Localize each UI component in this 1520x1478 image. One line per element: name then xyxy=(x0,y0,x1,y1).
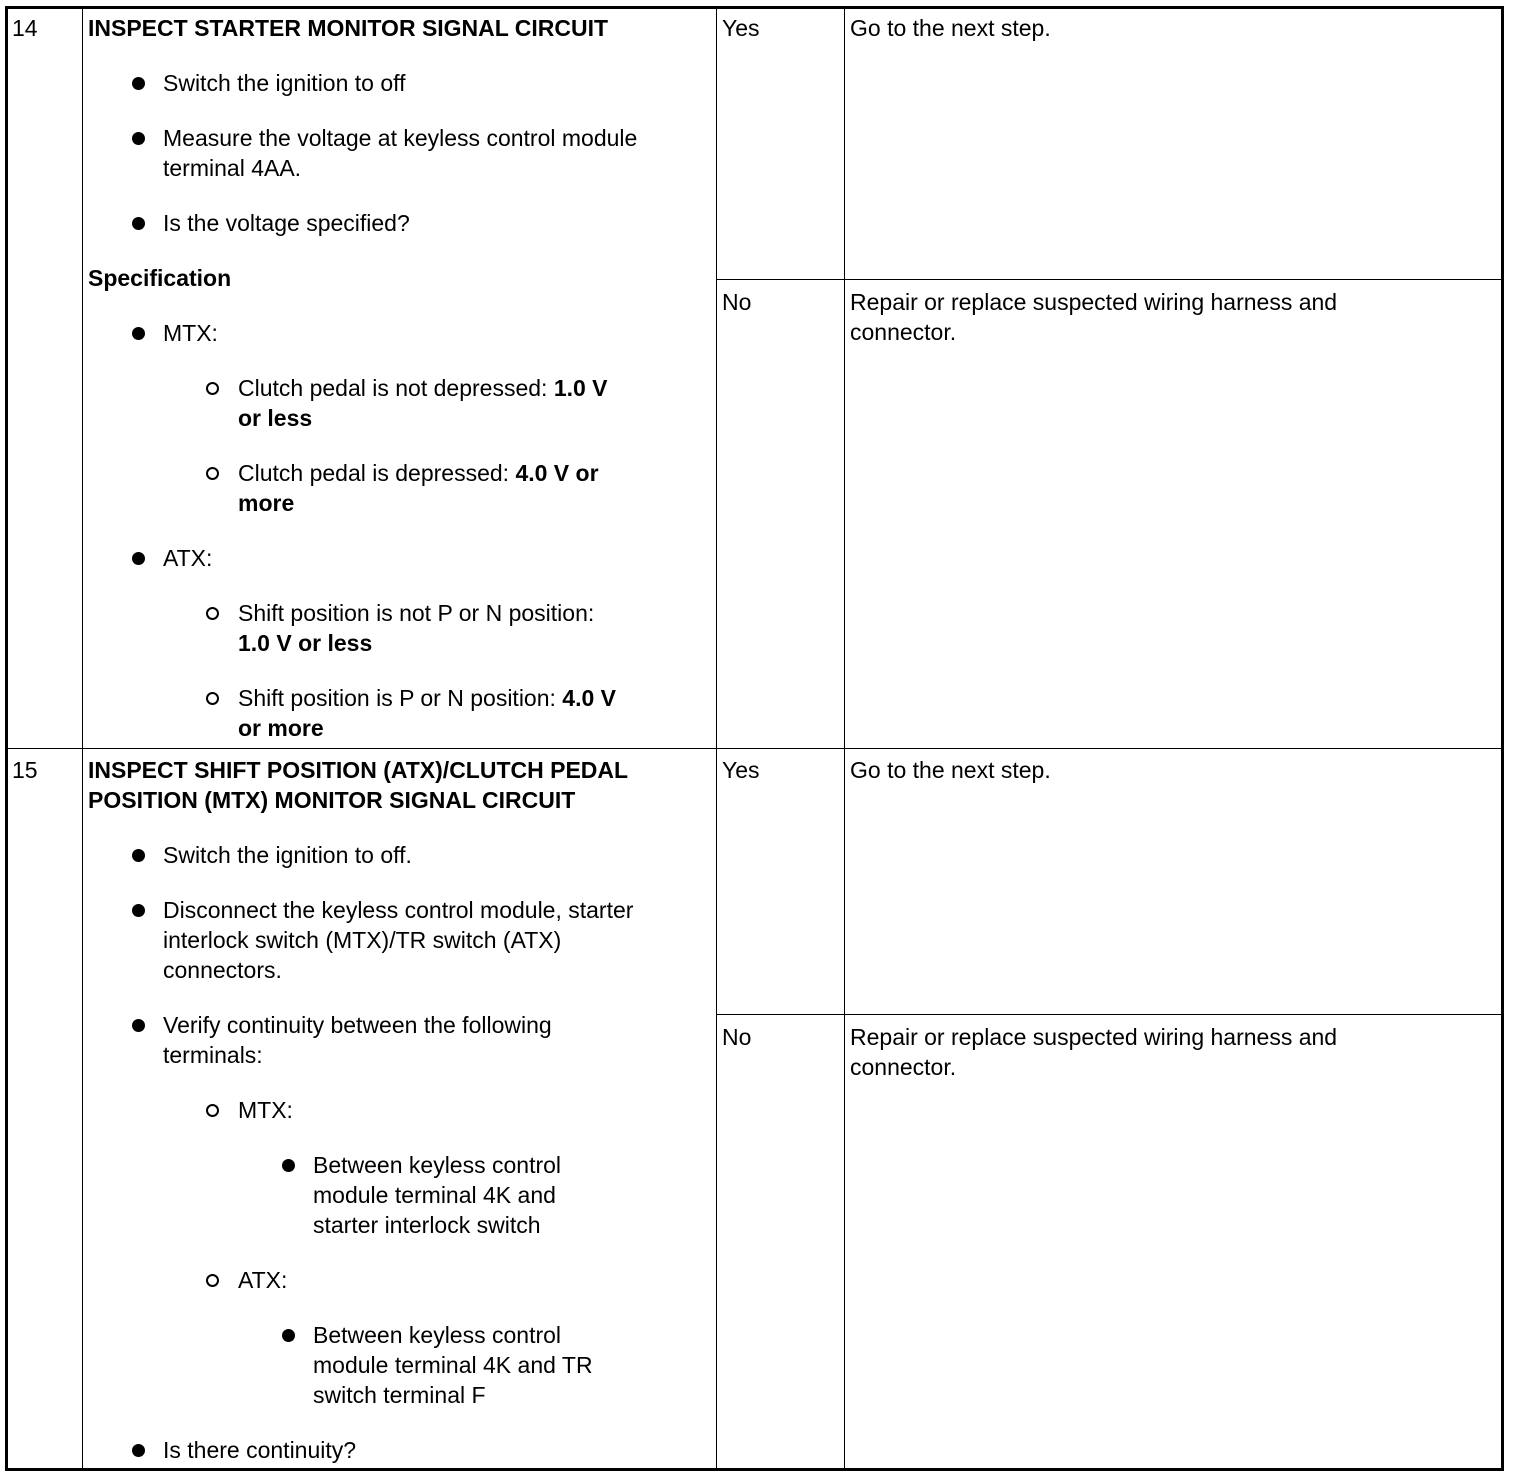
column-divider xyxy=(844,8,845,1469)
continuity-item: switch terminal F xyxy=(313,1382,486,1408)
row-divider xyxy=(8,748,1502,749)
spec-category: MTX: xyxy=(163,320,218,346)
result-yes-action: Go to the next step. xyxy=(850,15,1051,41)
bullet-icon xyxy=(132,77,145,90)
instruction-item: Disconnect the keyless control module, starter xyxy=(163,897,634,923)
spec-item: Shift position is P or N position: 4.0 V xyxy=(238,685,617,711)
spec-category: ATX: xyxy=(238,1267,288,1293)
bullet-icon xyxy=(132,132,145,145)
result-divider xyxy=(716,279,1502,280)
instruction-item: Verify continuity between the following xyxy=(163,1012,552,1038)
instruction-item: Is there continuity? xyxy=(163,1437,357,1463)
continuity-item: Between keyless control xyxy=(313,1322,562,1348)
spec-value: 1.0 V or less xyxy=(238,630,373,656)
continuity-item: module terminal 4K and xyxy=(313,1182,556,1208)
instruction-item: terminals: xyxy=(163,1042,263,1068)
continuity-item: module terminal 4K and TR xyxy=(313,1352,593,1378)
result-yes-label: Yes xyxy=(722,15,760,41)
bullet-icon xyxy=(282,1159,295,1172)
spec-value: or more xyxy=(238,715,324,741)
instruction-item: Is the voltage specified? xyxy=(163,210,410,236)
instruction-item: interlock switch (MTX)/TR switch (ATX) xyxy=(163,927,562,953)
result-no-label: No xyxy=(722,1024,752,1050)
bullet-icon xyxy=(132,217,145,230)
spec-item: Clutch pedal is not depressed: 1.0 V xyxy=(238,375,608,401)
column-divider xyxy=(82,8,83,1469)
result-no-label: No xyxy=(722,289,752,315)
bullet-icon xyxy=(132,327,145,340)
result-no-action: connector. xyxy=(850,319,957,345)
step-title: INSPECT STARTER MONITOR SIGNAL CIRCUIT xyxy=(88,15,609,41)
bullet-icon xyxy=(132,904,145,917)
instruction-item: Measure the voltage at keyless control module xyxy=(163,125,638,151)
spec-heading: Specification xyxy=(88,265,232,291)
instruction-item: connectors. xyxy=(163,957,282,983)
spec-category: MTX: xyxy=(238,1097,293,1123)
result-no-action: Repair or replace suspected wiring harness and xyxy=(850,1024,1338,1050)
sub-bullet-icon xyxy=(206,1274,219,1287)
spec-value: or less xyxy=(238,405,313,431)
spec-category: ATX: xyxy=(163,545,213,571)
bullet-icon xyxy=(132,1444,145,1457)
spec-item: Clutch pedal is depressed: 4.0 V or xyxy=(238,460,599,486)
instruction-item: terminal 4AA. xyxy=(163,155,302,181)
step-title: INSPECT SHIFT POSITION (ATX)/CLUTCH PEDAL xyxy=(88,757,629,783)
spec-item: Shift position is not P or N position: xyxy=(238,600,595,626)
result-no-action: connector. xyxy=(850,1054,957,1080)
step-number: 15 xyxy=(12,757,38,783)
bullet-icon xyxy=(132,849,145,862)
sub-bullet-icon xyxy=(206,1104,219,1117)
result-no-action: Repair or replace suspected wiring harness and xyxy=(850,289,1338,315)
step-title: POSITION (MTX) MONITOR SIGNAL CIRCUIT xyxy=(88,787,576,813)
result-yes-action: Go to the next step. xyxy=(850,757,1051,783)
bullet-icon xyxy=(282,1329,295,1342)
sub-bullet-icon xyxy=(206,692,219,705)
continuity-item: Between keyless control xyxy=(313,1152,562,1178)
sub-bullet-icon xyxy=(206,382,219,395)
bullet-icon xyxy=(132,1019,145,1032)
result-yes-label: Yes xyxy=(722,757,760,783)
instruction-item: Switch the ignition to off. xyxy=(163,842,412,868)
step-number: 14 xyxy=(12,15,38,41)
instruction-item: Switch the ignition to off xyxy=(163,70,406,96)
sub-bullet-icon xyxy=(206,467,219,480)
bullet-icon xyxy=(132,552,145,565)
continuity-item: starter interlock switch xyxy=(313,1212,541,1238)
column-divider xyxy=(716,8,717,1469)
sub-bullet-icon xyxy=(206,607,219,620)
result-divider xyxy=(716,1014,1502,1015)
spec-value: more xyxy=(238,490,295,516)
